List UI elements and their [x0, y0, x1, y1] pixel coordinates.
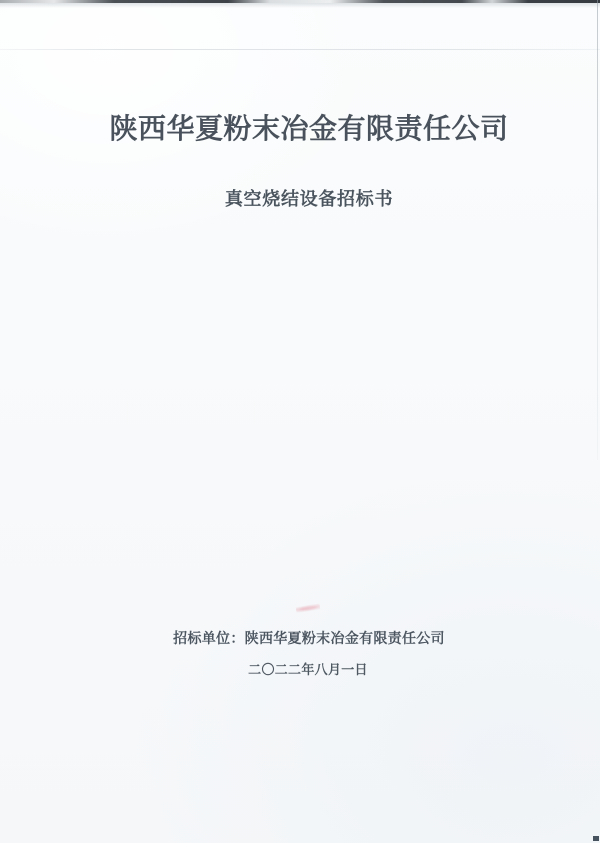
tendering-unit-line: 招标单位：陕西华夏粉末冶金有限责任公司	[173, 630, 445, 646]
bottom-right-scan-artifact	[593, 836, 599, 841]
paper-crease-line	[0, 49, 600, 50]
pink-smudge-artifact	[296, 604, 321, 614]
document-date-line: 二〇二二年八月一日	[248, 662, 368, 677]
scanner-top-edge-shadow	[0, 3, 600, 8]
company-title: 陕西华夏粉末冶金有限责任公司	[109, 113, 509, 144]
scan-right-edge-line	[597, 0, 598, 460]
document-subtitle: 真空烧结设备招标书	[224, 189, 394, 209]
